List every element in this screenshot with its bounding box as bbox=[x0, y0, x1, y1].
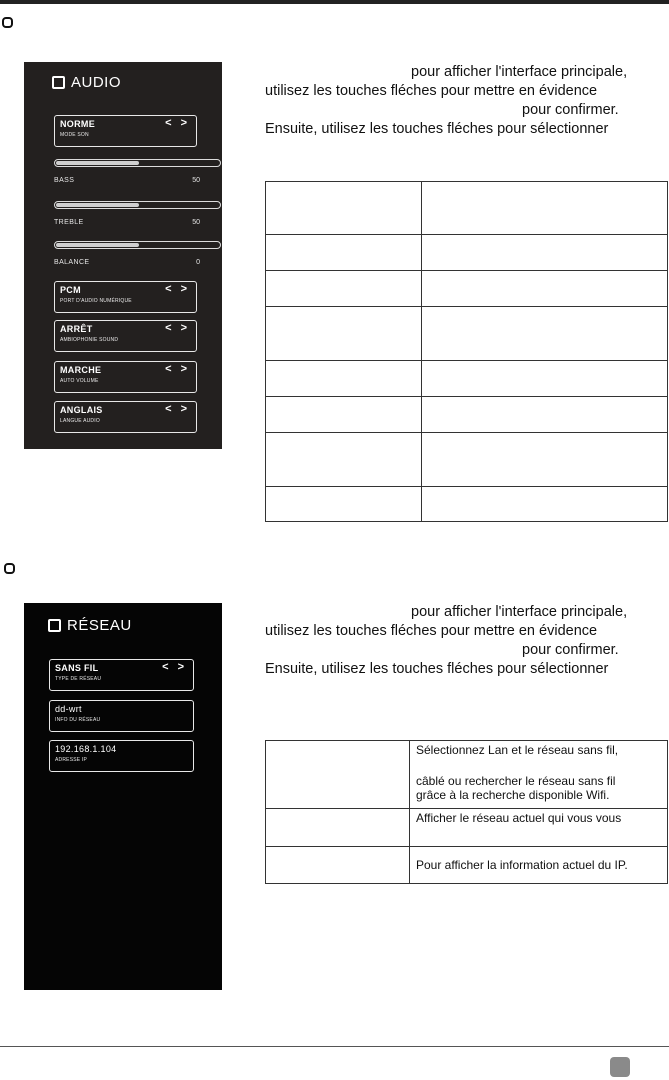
item-sub: AMBIOPHONIE SOUND bbox=[60, 337, 119, 343]
instruction-line: Ensuite, utilisez les touches fléches pour sélectionner bbox=[265, 121, 609, 137]
table-cell bbox=[266, 307, 422, 361]
cell-text: câblé ou rechercher le réseau sans fil bbox=[416, 773, 616, 788]
arrows-icon: < > bbox=[165, 283, 190, 295]
instruction-line: pour afficher l'interface principale, bbox=[411, 64, 628, 80]
table-cell bbox=[422, 487, 668, 522]
network-menu-title bbox=[48, 617, 132, 634]
table-row bbox=[266, 271, 668, 307]
item-label: ANGLAIS bbox=[60, 405, 103, 415]
audio-item-avl[interactable] bbox=[54, 361, 197, 393]
audio-instructions bbox=[265, 63, 665, 143]
table-cell bbox=[266, 235, 422, 271]
item-sub: INFO DU RÉSEAU bbox=[55, 717, 101, 723]
audio-item-language[interactable] bbox=[54, 401, 197, 433]
audio-menu-title bbox=[52, 74, 121, 91]
table-cell bbox=[266, 397, 422, 433]
treble-label: TREBLE bbox=[54, 219, 84, 226]
item-label: PCM bbox=[60, 285, 81, 295]
arrows-icon: < > bbox=[162, 661, 187, 673]
instruction-line: utilisez les touches fléches pour mettre en évidence bbox=[265, 83, 598, 99]
table-cell bbox=[266, 182, 422, 235]
item-sub: TYPE DE RÉSEAU bbox=[55, 676, 102, 682]
network-item-type[interactable] bbox=[49, 659, 194, 691]
table-cell bbox=[266, 433, 422, 487]
balance-value: 0 bbox=[196, 259, 200, 266]
table-row bbox=[266, 809, 668, 847]
item-sub: AUTO VOLUME bbox=[60, 378, 99, 384]
table-row bbox=[266, 307, 668, 361]
item-label: NORME bbox=[60, 119, 95, 129]
table-cell bbox=[266, 809, 410, 847]
item-sub: ADRESSE IP bbox=[55, 757, 88, 763]
bass-value: 50 bbox=[192, 177, 200, 184]
balance-slider[interactable] bbox=[54, 241, 221, 249]
audio-table bbox=[265, 181, 668, 522]
instruction-line: utilisez les touches fléches pour mettre en évidence bbox=[265, 623, 598, 639]
section-audio-icon bbox=[2, 17, 13, 28]
item-label: 192.168.1.104 bbox=[55, 744, 117, 754]
bass-label: BASS bbox=[54, 177, 75, 184]
instruction-line: pour afficher l'interface principale, bbox=[411, 604, 628, 620]
table-cell bbox=[410, 741, 668, 809]
instruction-line: Ensuite, utilisez les touches fléches pour sélectionner bbox=[265, 661, 609, 677]
network-menu-title-text: RÉSEAU bbox=[67, 617, 132, 634]
table-cell bbox=[422, 433, 668, 487]
arrows-icon: < > bbox=[165, 322, 190, 334]
network-table bbox=[265, 740, 668, 884]
table-cell bbox=[266, 487, 422, 522]
table-cell bbox=[410, 847, 668, 884]
table-cell bbox=[266, 271, 422, 307]
table-cell bbox=[266, 741, 410, 809]
table-cell bbox=[422, 271, 668, 307]
arrows-icon: < > bbox=[165, 117, 190, 129]
cell-gap bbox=[416, 758, 661, 774]
bass-slider[interactable] bbox=[54, 159, 221, 167]
audio-menu-title-text: AUDIO bbox=[71, 74, 122, 91]
item-sub: LANGUE AUDIO bbox=[60, 418, 100, 424]
cell-text: Sélectionnez Lan et le réseau sans fil, bbox=[416, 743, 619, 757]
table-row bbox=[266, 361, 668, 397]
slider-fill bbox=[56, 203, 139, 207]
cell-text: Pour afficher la information actuel du IP. bbox=[416, 858, 628, 872]
slider-fill bbox=[56, 243, 139, 247]
instruction-line: pour confirmer. bbox=[522, 642, 619, 658]
table-row bbox=[266, 235, 668, 271]
table-cell bbox=[422, 361, 668, 397]
network-menu-panel bbox=[24, 603, 222, 990]
treble-slider[interactable] bbox=[54, 201, 221, 209]
table-row bbox=[266, 741, 668, 809]
page-number-badge bbox=[610, 1057, 630, 1077]
audio-menu-panel bbox=[24, 62, 222, 449]
bottom-rule bbox=[0, 1046, 669, 1047]
audio-item-surround[interactable] bbox=[54, 320, 197, 352]
section-network-icon bbox=[4, 563, 15, 574]
table-row bbox=[266, 847, 668, 884]
audio-item-spdif[interactable] bbox=[54, 281, 197, 313]
table-cell bbox=[266, 361, 422, 397]
table-row bbox=[266, 182, 668, 235]
table-cell bbox=[422, 235, 668, 271]
checkbox-icon bbox=[52, 76, 65, 89]
cell-text: Afficher le réseau actuel qui vous vous bbox=[416, 811, 622, 825]
table-cell bbox=[422, 307, 668, 361]
table-cell bbox=[422, 397, 668, 433]
item-label: ARRÊT bbox=[60, 324, 93, 334]
table-row bbox=[266, 487, 668, 522]
network-item-ip[interactable] bbox=[49, 740, 194, 772]
item-sub: PORT D'AUDIO NUMÉRIQUE bbox=[60, 298, 132, 304]
table-row bbox=[266, 433, 668, 487]
top-rule bbox=[0, 0, 669, 4]
table-row bbox=[266, 397, 668, 433]
audio-item-mode[interactable] bbox=[54, 115, 197, 147]
cell-text: grâce à la recherche disponible Wifi. bbox=[416, 788, 610, 802]
instruction-line: pour confirmer. bbox=[522, 102, 619, 118]
network-instructions bbox=[265, 603, 665, 683]
arrows-icon: < > bbox=[165, 403, 190, 415]
slider-fill bbox=[56, 161, 139, 165]
arrows-icon: < > bbox=[165, 363, 190, 375]
treble-value: 50 bbox=[192, 219, 200, 226]
table-cell bbox=[422, 182, 668, 235]
table-cell bbox=[410, 809, 668, 847]
network-item-info[interactable] bbox=[49, 700, 194, 732]
item-label: MARCHE bbox=[60, 365, 102, 375]
table-cell bbox=[266, 847, 410, 884]
checkbox-icon bbox=[48, 619, 61, 632]
balance-label: BALANCE bbox=[54, 259, 90, 266]
item-sub: MODE SON bbox=[60, 132, 89, 138]
item-label: SANS FIL bbox=[55, 663, 99, 673]
item-label: dd-wrt bbox=[55, 704, 82, 714]
